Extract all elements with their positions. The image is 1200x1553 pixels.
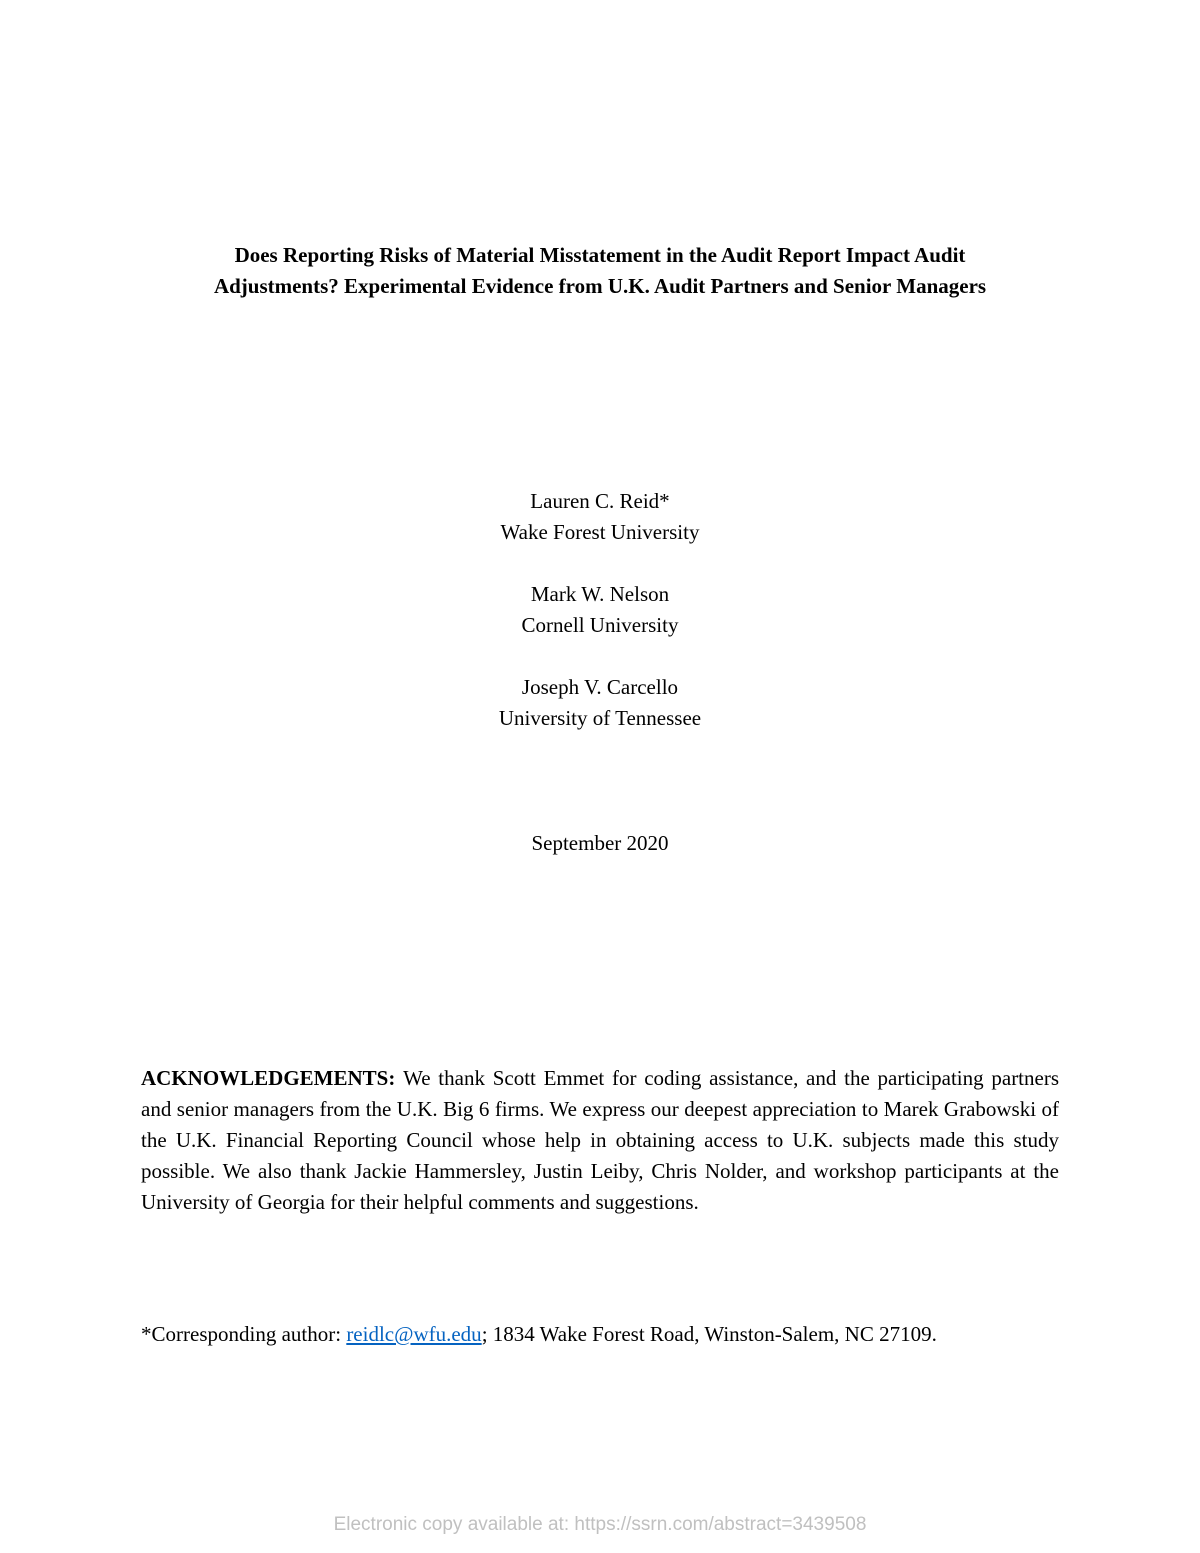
corresponding-address: ; 1834 Wake Forest Road, Winston-Salem, NC 27109. bbox=[481, 1322, 937, 1346]
title-line-1: Does Reporting Risks of Material Misstatement in the Audit Report Impact Audit bbox=[234, 243, 966, 267]
acknowledgements bbox=[141, 1063, 1059, 1218]
title-line-2: Adjustments? Experimental Evidence from U.K. Audit Partners and Senior Managers bbox=[213, 274, 987, 298]
ssrn-footer-watermark: Electronic copy available at: https://ssrn.com/abstract=3439508 bbox=[333, 1514, 867, 1535]
author-block bbox=[300, 672, 900, 734]
paper-title bbox=[100, 240, 1100, 302]
publication-date: September 2020 bbox=[531, 831, 669, 855]
acknowledgements-label: ACKNOWLEDGEMENTS: bbox=[141, 1066, 404, 1090]
author-name: Mark W. Nelson bbox=[530, 582, 670, 606]
author-name: Lauren C. Reid* bbox=[530, 489, 670, 513]
author-list bbox=[300, 486, 900, 765]
email-link[interactable]: reidlc@wfu.edu bbox=[346, 1322, 482, 1346]
author-affiliation: Cornell University bbox=[521, 613, 679, 637]
author-name: Joseph V. Carcello bbox=[521, 675, 679, 699]
author-block bbox=[300, 486, 900, 548]
corresponding-author bbox=[141, 1319, 1059, 1350]
author-block bbox=[300, 579, 900, 641]
author-affiliation: Wake Forest University bbox=[500, 520, 700, 544]
acknowledgements-text: We thank Scott Emmet for coding assistance, and the participating partners and senior managers from the U.K. Big 6 firms. We express our deepest appreciation to Marek Grabowski of the U.K. Financial Reporting Council whose help in obtaining access to U.K. subjects made this study possible. We also thank Jackie Hammersley, Justin Leiby, Chris Nolder, and workshop participants at the University of Georgia for their helpful comments and suggestions. bbox=[141, 1066, 1060, 1214]
corresponding-prefix: *Corresponding author: bbox=[141, 1322, 347, 1346]
author-affiliation: University of Tennessee bbox=[498, 706, 702, 730]
